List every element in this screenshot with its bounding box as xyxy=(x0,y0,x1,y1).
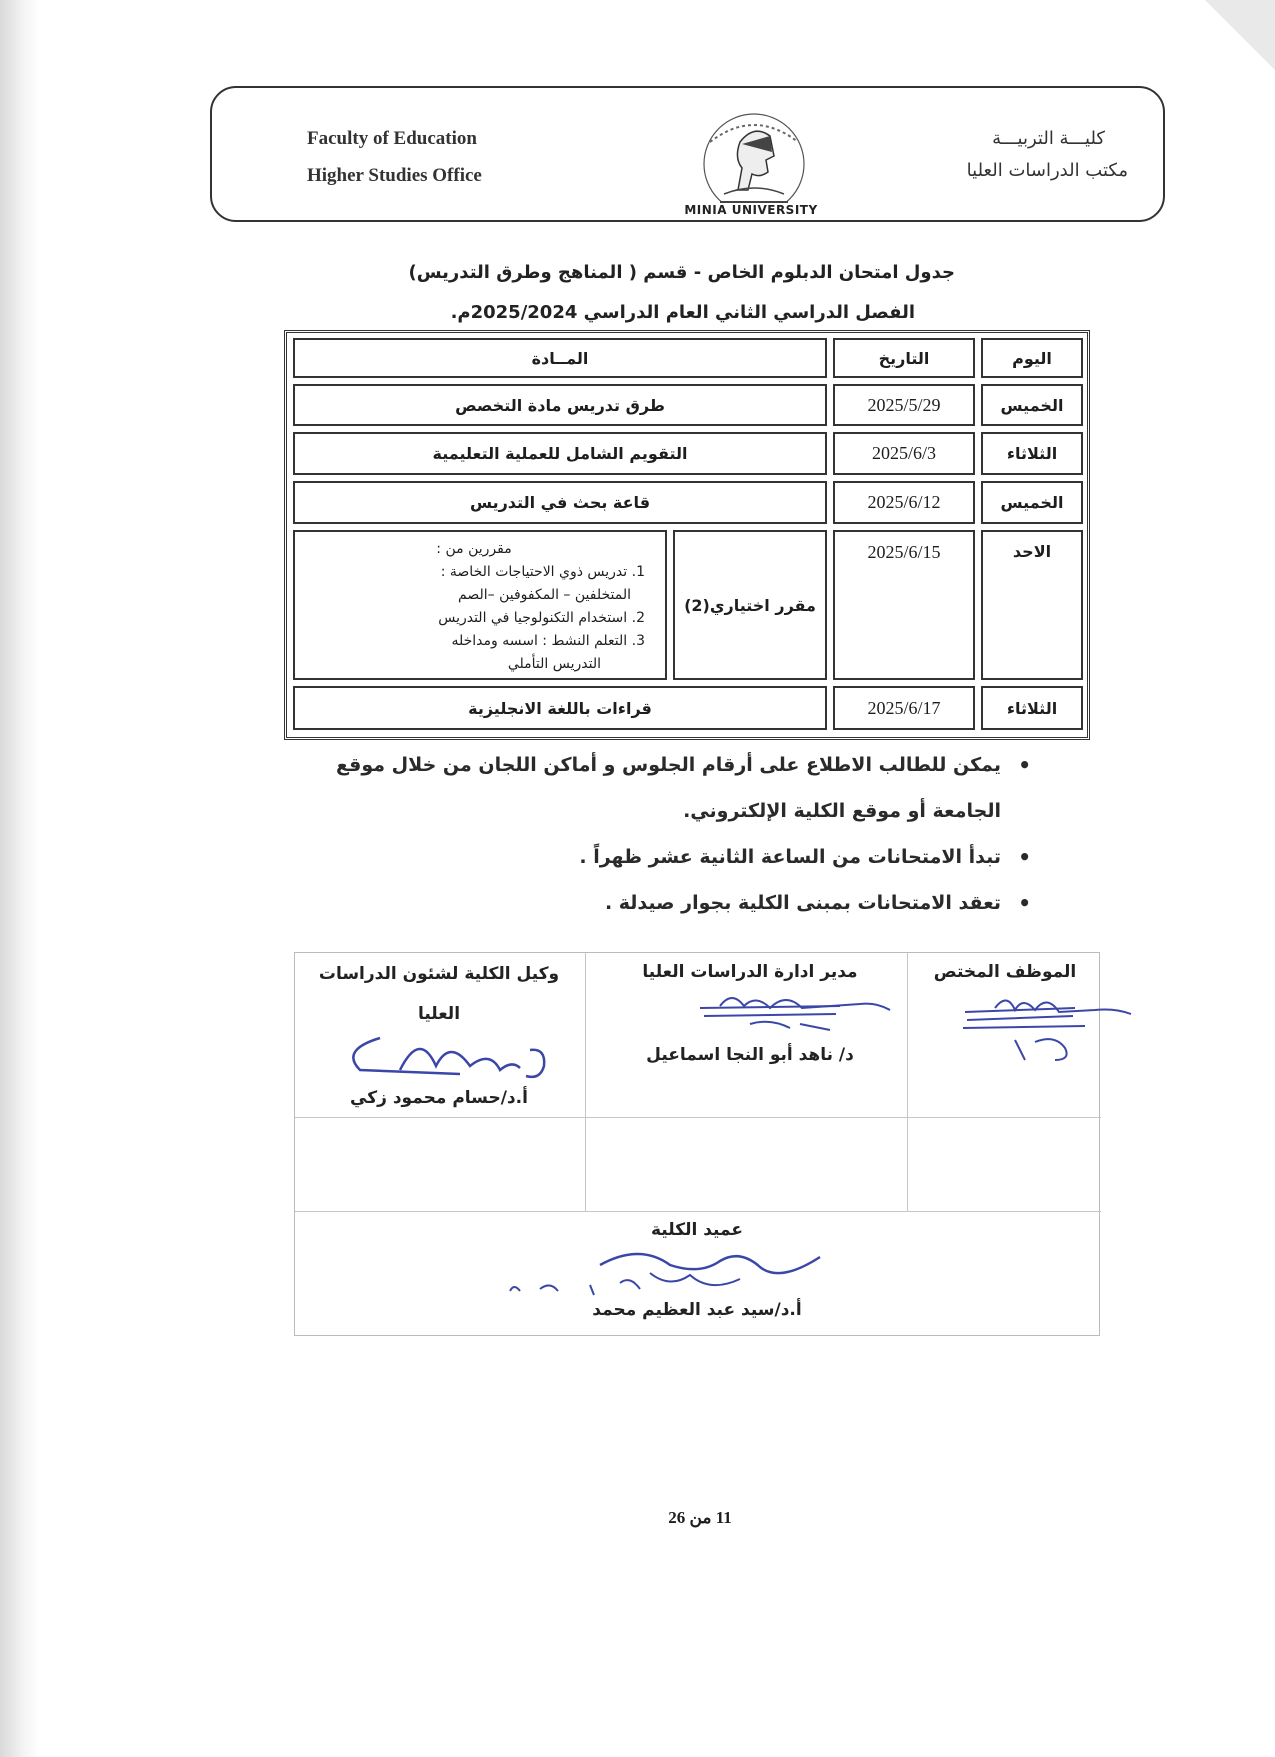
row-subject: التقويم الشامل للعملية التعليمية xyxy=(293,432,827,475)
note-item: • تبدأ الامتحانات من الساعة الثانية عشر ظهراً . xyxy=(317,834,1037,880)
row-date: 2025/6/17 xyxy=(833,686,975,730)
row-date: 2025/6/15 xyxy=(833,530,975,680)
header-subject: المــادة xyxy=(293,338,827,378)
elective-options-intro: مقررين من : xyxy=(436,541,512,557)
university-logo-caption: MINIA UNIVERSITY xyxy=(676,203,826,217)
exam-schedule-table xyxy=(284,330,1090,740)
row-subject: قراءات باللغة الانجليزية xyxy=(293,686,827,730)
header-day: اليوم xyxy=(981,338,1083,378)
row-day: الاحد xyxy=(981,530,1083,680)
vice-dean-title: وكيل الكلية لشئون الدراسات xyxy=(318,964,560,984)
row-subject: قاعة بحث في التدريس xyxy=(293,481,827,524)
row-subject: مقرر اختياري(2) xyxy=(673,530,827,680)
vice-dean-name: أ.د/حسام محمود زكي xyxy=(350,1088,528,1108)
elective-option: 2. استخدام التكنولوجيا في التدريس xyxy=(438,610,645,626)
dean-name: أ.د/سيد عبد العظيم محمد xyxy=(592,1300,802,1320)
vice-dean-signature xyxy=(340,1030,570,1090)
semester-title: الفصل الدراسي الثاني العام الدراسي 2025/2024م. xyxy=(450,302,915,323)
row-day: الثلاثاء xyxy=(981,432,1083,475)
elective-option: 1. تدريس ذوي الاحتياجات الخاصة : xyxy=(440,564,645,580)
office-name-ar: مكتب الدراسات العليا xyxy=(966,160,1128,181)
note-item: • تعقد الامتحانات بمبنى الكلية بجوار صيدلة . xyxy=(317,880,1037,926)
page-number: 11 من 26 xyxy=(668,1508,732,1527)
director-signature xyxy=(690,990,900,1040)
director-name: د/ ناهد أبو النجا اسماعيل xyxy=(646,1045,854,1065)
page-fold xyxy=(1205,0,1275,70)
faculty-name-en: Faculty of Education xyxy=(307,128,477,149)
dean-title: عميد الكلية xyxy=(651,1220,743,1240)
row-day: الخميس xyxy=(981,481,1083,524)
schedule-title: جدول امتحان الدبلوم الخاص - قسم ( المناهج وطرق التدريس) xyxy=(408,262,955,283)
elective-options xyxy=(293,530,667,680)
note-item: • يمكن للطالب الاطلاع على أرقام الجلوس و أماكن اللجان من خلال موقع الجامعة أو موقع الكلية الإلكتروني. xyxy=(317,742,1037,834)
vice-dean-title-line2: العليا xyxy=(417,1004,461,1024)
header-date: التاريخ xyxy=(833,338,975,378)
row-date: 2025/5/29 xyxy=(833,384,975,426)
exam-notes xyxy=(317,742,1037,926)
row-day: الخميس xyxy=(981,384,1083,426)
director-title: مدير ادارة الدراسات العليا xyxy=(642,962,858,982)
elective-option: التدريس التأملي xyxy=(507,656,601,672)
row-date: 2025/6/12 xyxy=(833,481,975,524)
row-date: 2025/6/3 xyxy=(833,432,975,475)
office-name-en: Higher Studies Office xyxy=(307,165,482,186)
elective-option: المتخلفين – المكفوفين –الصم xyxy=(458,587,631,603)
letterhead-frame xyxy=(210,86,1165,222)
employee-title: الموظف المختص xyxy=(933,962,1077,982)
row-day: الثلاثاء xyxy=(981,686,1083,730)
faculty-name-ar: كليـــة التربيـــة xyxy=(992,128,1105,149)
elective-option: 3. التعلم النشط : اسسه ومداخله xyxy=(451,633,645,649)
dean-signature xyxy=(500,1245,830,1305)
row-subject: طرق تدريس مادة التخصص xyxy=(293,384,827,426)
page-edge xyxy=(0,0,40,1757)
employee-signature xyxy=(955,990,1145,1070)
